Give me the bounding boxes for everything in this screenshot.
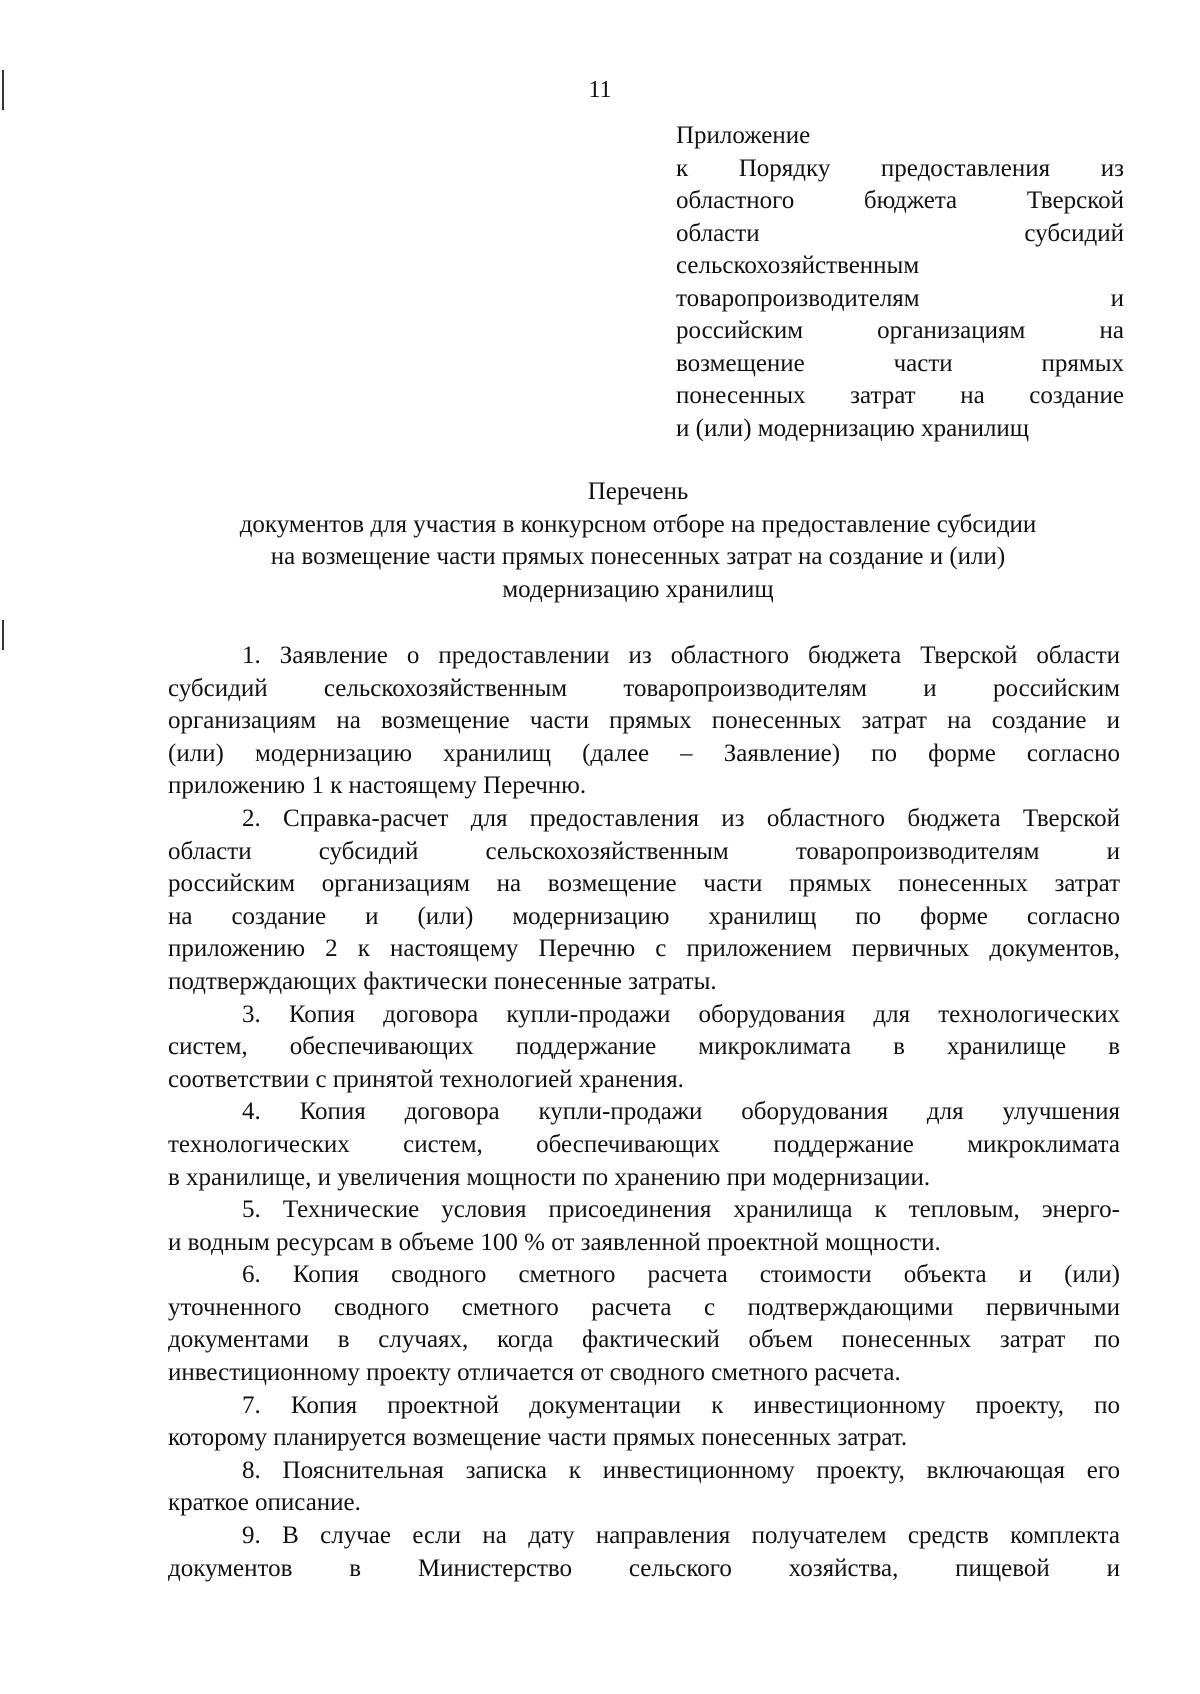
paragraph-line: и водным ресурсам в объеме 100 % от заявленной проектной мощности. [168, 1228, 941, 1256]
paragraph-line: документов в Министерство сельского хозяйства, пищевой и [168, 1554, 1120, 1582]
appendix-line: российским организациям на [676, 317, 1124, 344]
appendix-line: Приложение [676, 122, 811, 149]
title-heading: Перечень [587, 478, 689, 505]
paragraph-line: 2. Справка-расчет для предоставления из областного бюджета Тверской [242, 804, 1120, 832]
paragraph-line: российским организациям на возмещение части прямых понесенных затрат [168, 870, 1120, 898]
paragraph-line: приложению 1 к настоящему Перечню. [168, 772, 587, 800]
list-item [168, 1259, 1120, 1389]
paragraph-line: 5. Технические условия присоединения хранилища к тепловым, энерго- [242, 1196, 1120, 1224]
paragraph-line: уточненного сводного сметного расчета с подтверждающими первичными [168, 1293, 1120, 1321]
paragraph-line: 6. Копия сводного сметного расчета стоимости объекта и (или) [242, 1261, 1120, 1289]
title-line: на возмещение части прямых понесенных затрат на создание и (или) [270, 543, 1006, 570]
paragraph-line: соответствии с принятой технологией хранения. [168, 1065, 684, 1093]
paragraph-line: 9. В случае если на дату направления получателем средств комплекта [242, 1522, 1120, 1550]
paragraph-line: в хранилище, и увеличения мощности по хранению при модернизации. [168, 1163, 931, 1191]
paragraph-line: приложению 2 к настоящему Перечню с приложением первичных документов, [168, 935, 1120, 963]
paragraph-line: систем, обеспечивающих поддержание микроклимата в хранилище в [168, 1033, 1120, 1061]
paragraph-line: краткое описание. [168, 1489, 361, 1517]
paragraph-line: на создание и (или) модернизацию хранилищ по форме согласно [168, 902, 1120, 930]
appendix-line: товаропроизводителям и [676, 284, 1124, 312]
title-line: модернизацию хранилищ [502, 575, 774, 603]
appendix-line: областного бюджета Тверской [676, 187, 1124, 214]
list-item [168, 1520, 1120, 1585]
paragraph-line: 3. Копия договора купли-продажи оборудования для технологических [242, 1000, 1120, 1028]
appendix-line: сельскохозяйственным [676, 252, 920, 279]
list-item [168, 1390, 1120, 1455]
list-item [168, 1455, 1120, 1520]
appendix-line: к Порядку предоставления из [676, 154, 1124, 182]
paragraph-line: инвестиционному проекту отличается от сводного сметного расчета. [168, 1359, 901, 1387]
list-item [168, 1096, 1120, 1194]
list-item [168, 640, 1120, 803]
paragraph-line: организациям на возмещение части прямых понесенных затрат на создание и [168, 707, 1120, 735]
scan-edge-mark [2, 620, 4, 650]
appendix-line: понесенных затрат на создание [676, 382, 1124, 409]
paragraph-line: 8. Пояснительная записка к инвестиционному проекту, включающая его [242, 1456, 1120, 1484]
appendix-line: области субсидий [676, 219, 1124, 247]
appendix-line: и (или) модернизацию хранилищ [676, 414, 1030, 442]
title-line: документов для участия в конкурсном отборе на предоставление субсидии [239, 510, 1037, 538]
paragraph-line: 4. Копия договора купли-продажи оборудования для улучшения [242, 1098, 1120, 1126]
paragraph-line: 1. Заявление о предоставлении из областного бюджета Тверской области [242, 642, 1120, 669]
paragraph-line: субсидий сельскохозяйственным товаропроизводителям и российским [168, 674, 1120, 702]
paragraph-line: подтверждающих фактически понесенные затраты. [168, 967, 717, 995]
page-number: 11 [588, 77, 612, 103]
appendix-header [676, 120, 1124, 445]
appendix-line: возмещение части прямых [676, 349, 1124, 377]
list-item [168, 803, 1120, 999]
paragraph-line: документами в случаях, когда фактический объем понесенных затрат по [168, 1326, 1120, 1354]
list-item [168, 999, 1120, 1097]
document-title [170, 476, 1106, 606]
paragraph-line: (или) модернизацию хранилищ (далее – Заявление) по форме согласно [168, 739, 1120, 767]
document-body [168, 640, 1120, 1585]
paragraph-line: технологических систем, обеспечивающих поддержание микроклимата [168, 1130, 1120, 1158]
paragraph-line: 7. Копия проектной документации к инвестиционному проекту, по [242, 1391, 1120, 1419]
paragraph-line: области субсидий сельскохозяйственным товаропроизводителям и [168, 837, 1120, 865]
list-item [168, 1194, 1120, 1259]
paragraph-line: которому планируется возмещение части прямых понесенных затрат. [168, 1424, 908, 1452]
